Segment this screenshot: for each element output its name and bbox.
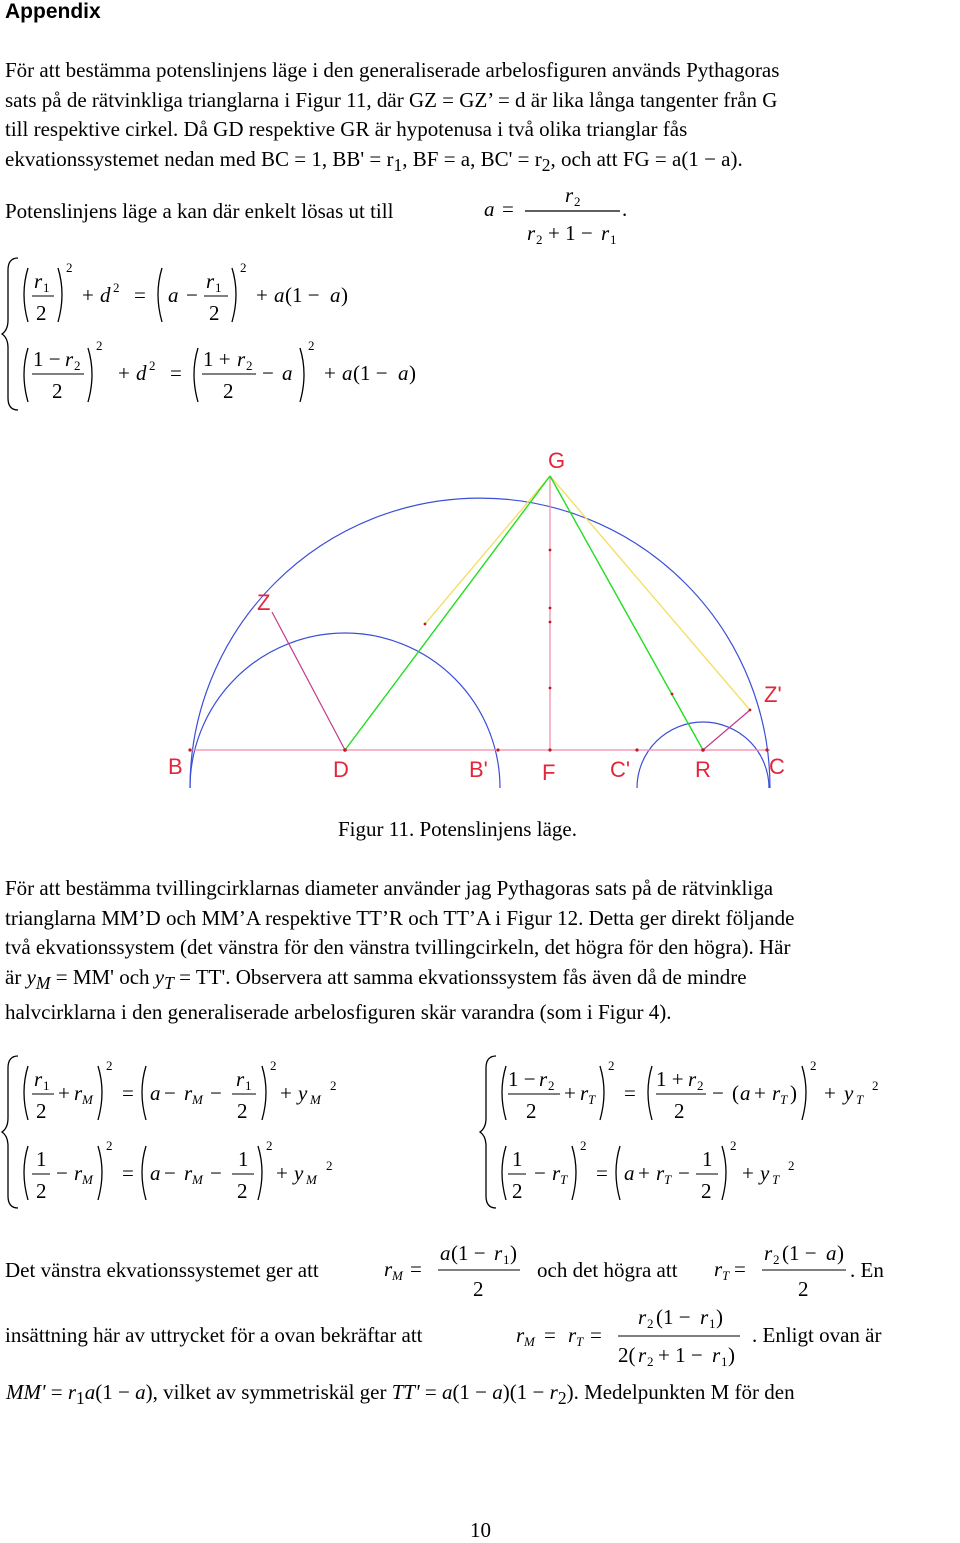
- potens-line: Potenslinjens läge a kan där enkelt lösas ut till: [5, 199, 394, 223]
- intro-line-2: sats på de rätvinkliga trianglarna i Figur 11, där GZ = GZ’ = d är lika långa tangenter från G: [5, 87, 778, 112]
- twin-line-5: halvcirklarna i den generaliserade arbelosfiguren skär varandra (som i Figur 4).: [5, 1000, 672, 1025]
- svg-text:=: =: [502, 197, 514, 221]
- label-bp: B': [469, 757, 488, 782]
- svg-text:=: =: [122, 1081, 134, 1105]
- svg-text:2: 2: [730, 1138, 737, 1153]
- svg-text:r: r: [714, 1257, 723, 1281]
- svg-text:r: r: [184, 1161, 193, 1185]
- result-line-2-start: insättning här av uttrycket för a ovan bekräftar att: [5, 1323, 423, 1347]
- outer-semicircle: [190, 498, 770, 788]
- svg-text:r: r: [539, 1067, 548, 1091]
- svg-text:+: +: [742, 1161, 754, 1185]
- svg-text:r: r: [772, 1081, 781, 1105]
- svg-text:a: a: [740, 1081, 751, 1105]
- svg-text:1: 1: [43, 1078, 50, 1093]
- svg-text:2: 2: [237, 1099, 248, 1123]
- svg-text:y: y: [760, 1161, 770, 1185]
- label-g: G: [548, 448, 566, 473]
- svg-text:+: +: [564, 1081, 576, 1105]
- svg-text:2: 2: [798, 1277, 809, 1301]
- equation-system-2: [0, 1050, 400, 1215]
- svg-text:+: +: [118, 361, 130, 385]
- svg-text:T: T: [664, 1172, 672, 1187]
- svg-text:r: r: [206, 269, 215, 293]
- svg-text:2: 2: [36, 1179, 47, 1203]
- svg-text:−: −: [56, 1161, 68, 1185]
- svg-text:1: 1: [721, 1354, 728, 1369]
- inline-math-fg: FG = a(1 − a).: [622, 146, 743, 171]
- svg-text:r: r: [764, 1241, 773, 1265]
- svg-text:=: =: [596, 1161, 608, 1185]
- formula-a: [470, 182, 630, 252]
- svg-text:a: a: [150, 1161, 161, 1185]
- svg-text:1: 1: [503, 1252, 510, 1267]
- svg-text:1: 1: [512, 1147, 523, 1171]
- intro-line-4: [5, 145, 960, 181]
- svg-text:T: T: [772, 1172, 780, 1187]
- svg-text:+: +: [754, 1081, 766, 1105]
- figure-caption: Figur 11. Potenslinjens läge.: [338, 817, 577, 841]
- svg-text:+ 1 −: + 1 −: [548, 221, 593, 245]
- svg-text:2: 2: [473, 1277, 484, 1301]
- svg-text:a: a: [168, 283, 179, 307]
- svg-text:): ): [790, 1081, 797, 1105]
- svg-text:T: T: [560, 1172, 568, 1187]
- svg-text:2: 2: [308, 338, 315, 353]
- svg-text:): ): [716, 1305, 723, 1329]
- label-b: B: [168, 754, 183, 779]
- svg-text:T: T: [576, 1334, 584, 1349]
- svg-text:r: r: [700, 1305, 709, 1329]
- result-line-3: $MM' = r_1a(1 - a)$, vilket av symmetriskäl ger $TT' = a(1 - a)(1 - r_2)$. Medelpunkten M för den: [6, 1380, 795, 1409]
- label-d: D: [333, 757, 349, 782]
- svg-text:2: 2: [512, 1179, 523, 1203]
- svg-text:1 +: 1 +: [656, 1067, 684, 1091]
- svg-text:M: M: [82, 1172, 93, 1187]
- svg-text:a: a: [398, 361, 409, 385]
- svg-text:−: −: [186, 283, 198, 307]
- svg-text:r: r: [74, 1081, 83, 1105]
- svg-text:a: a: [624, 1161, 635, 1185]
- svg-text:=: =: [122, 1161, 134, 1185]
- svg-text:2: 2: [36, 1099, 47, 1123]
- equation-system-1: [0, 250, 440, 420]
- svg-text:M: M: [392, 1268, 403, 1283]
- svg-text:d: d: [100, 283, 111, 307]
- inline-math-bc: BC = 1, $BB' = r_1$, BF = a, $BC' = r_2$: [261, 146, 551, 175]
- svg-text:2: 2: [66, 260, 73, 275]
- svg-text:1: 1: [245, 1078, 252, 1093]
- intro-line-1: För att bestämma potenslinjens läge i den generaliserade arbelosfiguren används Pythagoras: [5, 58, 780, 82]
- svg-text:M: M: [82, 1092, 93, 1107]
- svg-text:r: r: [65, 347, 74, 371]
- svg-text:2: 2: [52, 379, 63, 403]
- intro-paragraph: [5, 56, 960, 180]
- svg-text:2: 2: [674, 1099, 685, 1123]
- label-c: C: [769, 754, 785, 779]
- svg-text:T: T: [722, 1268, 730, 1283]
- svg-text:2: 2: [697, 1078, 704, 1093]
- formula-rt: [712, 1236, 852, 1306]
- svg-text:2: 2: [113, 280, 120, 295]
- svg-text:1 +: 1 +: [203, 347, 231, 371]
- svg-text:a: a: [826, 1241, 837, 1265]
- svg-text:(1 −: (1 −: [451, 1241, 486, 1265]
- svg-text:r: r: [237, 347, 246, 371]
- svg-text:2: 2: [149, 358, 156, 373]
- svg-text:−: −: [210, 1081, 222, 1105]
- svg-text:2: 2: [209, 301, 220, 325]
- radius-rzp: [703, 710, 750, 750]
- svg-text:=: =: [134, 283, 146, 307]
- svg-text:r: r: [516, 1323, 525, 1347]
- svg-text:): ): [837, 1241, 844, 1265]
- svg-text:+: +: [280, 1081, 292, 1105]
- svg-text:r: r: [384, 1257, 393, 1281]
- svg-text:a: a: [440, 1241, 451, 1265]
- svg-text:=: =: [624, 1081, 636, 1105]
- svg-text:): ): [409, 361, 416, 385]
- svg-text:): ): [341, 283, 348, 307]
- svg-text:1 −: 1 −: [33, 347, 61, 371]
- svg-text:r: r: [494, 1241, 503, 1265]
- svg-text:=: =: [410, 1257, 422, 1281]
- svg-text:=: =: [734, 1257, 746, 1281]
- svg-text:r: r: [712, 1343, 721, 1367]
- twin-line-2: trianglarna MM’D och MM’A respektive TT’R och TT’A i Figur 12. Detta ger direkt följande: [5, 905, 795, 930]
- svg-text:a: a: [484, 197, 495, 221]
- svg-text:2: 2: [106, 1058, 113, 1073]
- svg-text:+: +: [276, 1161, 288, 1185]
- svg-text:a: a: [274, 283, 285, 307]
- formula-rm: [382, 1236, 532, 1306]
- page-number: 10: [470, 1518, 491, 1542]
- svg-text:2: 2: [872, 1078, 879, 1093]
- svg-text:(1 −: (1 −: [353, 361, 388, 385]
- svg-text:+: +: [82, 283, 94, 307]
- svg-text:−: −: [210, 1161, 222, 1185]
- svg-text:2: 2: [270, 1058, 277, 1073]
- svg-text:2: 2: [36, 301, 47, 325]
- result-line-1-end: . En: [850, 1258, 884, 1282]
- svg-text:1: 1: [36, 1147, 47, 1171]
- svg-text:r: r: [34, 1067, 43, 1091]
- svg-text:2: 2: [240, 260, 247, 275]
- svg-text:r: r: [638, 1305, 647, 1329]
- svg-text:−: −: [164, 1081, 176, 1105]
- svg-text:1: 1: [238, 1147, 249, 1171]
- appendix-heading: Appendix: [5, 0, 101, 23]
- svg-text:+: +: [638, 1161, 650, 1185]
- svg-text:+: +: [824, 1081, 836, 1105]
- svg-text:2: 2: [773, 1252, 780, 1267]
- label-zp: Z': [764, 682, 782, 707]
- svg-text:1 −: 1 −: [508, 1067, 536, 1091]
- svg-text:M: M: [306, 1172, 317, 1187]
- svg-text:2: 2: [536, 232, 543, 247]
- svg-text:2: 2: [574, 194, 581, 209]
- svg-text:T: T: [780, 1092, 788, 1107]
- tangent-gzp: [550, 476, 750, 710]
- svg-text:−: −: [534, 1161, 546, 1185]
- svg-text:1: 1: [610, 232, 617, 247]
- svg-text:r: r: [184, 1081, 193, 1105]
- svg-text:=: =: [544, 1323, 556, 1347]
- svg-text:2: 2: [74, 358, 81, 373]
- svg-text:2: 2: [647, 1354, 654, 1369]
- label-r: R: [695, 757, 711, 782]
- svg-text:r: r: [580, 1081, 589, 1105]
- svg-text:2: 2: [548, 1078, 555, 1093]
- svg-text:): ): [510, 1241, 517, 1265]
- result-line-2-end: . Enligt ovan är: [752, 1323, 882, 1347]
- svg-text:2: 2: [237, 1179, 248, 1203]
- svg-text:2: 2: [266, 1138, 273, 1153]
- line-gr: [550, 476, 703, 750]
- svg-text:T: T: [856, 1092, 864, 1107]
- radius-dz: [272, 612, 345, 750]
- svg-text:r: r: [565, 183, 574, 207]
- svg-text:y: y: [294, 1161, 304, 1185]
- svg-text:2: 2: [96, 338, 103, 353]
- svg-text:2: 2: [223, 379, 234, 403]
- equation-system-3: [478, 1050, 898, 1215]
- twin-paragraph: [5, 874, 960, 1028]
- svg-text:r: r: [601, 221, 610, 245]
- svg-text:1: 1: [43, 280, 50, 295]
- svg-text:.: .: [622, 197, 628, 221]
- svg-text:−: −: [678, 1161, 690, 1185]
- svg-text:2: 2: [330, 1078, 337, 1093]
- svg-text:r: r: [34, 269, 43, 293]
- svg-text:+: +: [324, 361, 336, 385]
- svg-text:T: T: [588, 1092, 596, 1107]
- svg-text:2: 2: [326, 1158, 333, 1173]
- svg-text:): ): [728, 1343, 735, 1367]
- intro-line-4-start: ekvationssystemet nedan med: [5, 146, 256, 171]
- svg-text:(1 −: (1 −: [782, 1241, 817, 1265]
- figure-11: [160, 440, 810, 800]
- svg-text:r: r: [638, 1343, 647, 1367]
- svg-text:(: (: [732, 1081, 739, 1105]
- svg-text:r: r: [527, 221, 536, 245]
- svg-text:y: y: [844, 1081, 854, 1105]
- label-z: Z: [257, 590, 271, 615]
- svg-text:1: 1: [702, 1147, 713, 1171]
- twin-line-1: För att bestämma tvillingcirklarnas diameter använder jag Pythagoras sats på de rätvinkliga: [5, 876, 774, 900]
- svg-text:y: y: [298, 1081, 308, 1105]
- svg-text:r: r: [236, 1067, 245, 1091]
- svg-text:2: 2: [647, 1316, 654, 1331]
- svg-text:1: 1: [215, 280, 222, 295]
- svg-text:M: M: [192, 1092, 203, 1107]
- svg-text:M: M: [192, 1172, 203, 1187]
- svg-text:(1 −: (1 −: [285, 283, 320, 307]
- svg-text:−: −: [712, 1081, 724, 1105]
- svg-text:r: r: [552, 1161, 561, 1185]
- svg-text:r: r: [74, 1161, 83, 1185]
- svg-text:2: 2: [810, 1058, 817, 1073]
- formula-rm-rt: [514, 1300, 754, 1372]
- svg-text:2: 2: [526, 1099, 537, 1123]
- svg-text:−: −: [262, 361, 274, 385]
- svg-text:a: a: [342, 361, 353, 385]
- svg-text:=: =: [170, 361, 182, 385]
- svg-text:a: a: [330, 283, 341, 307]
- svg-text:M: M: [524, 1334, 535, 1349]
- svg-text:1: 1: [709, 1316, 716, 1331]
- svg-text:+: +: [58, 1081, 70, 1105]
- svg-text:d: d: [136, 361, 147, 385]
- svg-text:+ 1 −: + 1 −: [658, 1343, 703, 1367]
- svg-text:a: a: [150, 1081, 161, 1105]
- twin-line-3: två ekvationssystem (det vänstra för den vänstra tvillingcirkeln, det högra för den högra). Här: [5, 935, 791, 959]
- result-line-1-mid: och det högra att: [537, 1258, 678, 1282]
- svg-text:+: +: [256, 283, 268, 307]
- svg-text:2: 2: [608, 1058, 615, 1073]
- svg-text:2: 2: [580, 1138, 587, 1153]
- result-line-1-start: Det vänstra ekvationssystemet ger att: [5, 1258, 319, 1282]
- svg-text:2(: 2(: [618, 1343, 636, 1367]
- svg-text:−: −: [164, 1161, 176, 1185]
- svg-text:2: 2: [701, 1179, 712, 1203]
- label-f: F: [542, 760, 556, 785]
- intro-line-3: till respektive cirkel. Då GD respektive GR är hypotenusa i två olika trianglar fås: [5, 117, 688, 141]
- svg-text:a: a: [282, 361, 293, 385]
- svg-text:=: =: [590, 1323, 602, 1347]
- svg-text:r: r: [688, 1067, 697, 1091]
- svg-text:2: 2: [246, 358, 253, 373]
- twin-line-4: är $y_M = MM'$ och $y_T = TT'$. Observera att samma ekvationssystem fås även då de mindre: [5, 964, 747, 993]
- svg-text:(1 −: (1 −: [656, 1305, 691, 1329]
- label-cp: C': [610, 757, 631, 782]
- svg-text:r: r: [568, 1323, 577, 1347]
- svg-text:r: r: [656, 1161, 665, 1185]
- svg-text:2: 2: [106, 1138, 113, 1153]
- svg-text:M: M: [310, 1092, 321, 1107]
- intro-line-4-mid: , och att: [550, 146, 618, 171]
- svg-text:2: 2: [788, 1158, 795, 1173]
